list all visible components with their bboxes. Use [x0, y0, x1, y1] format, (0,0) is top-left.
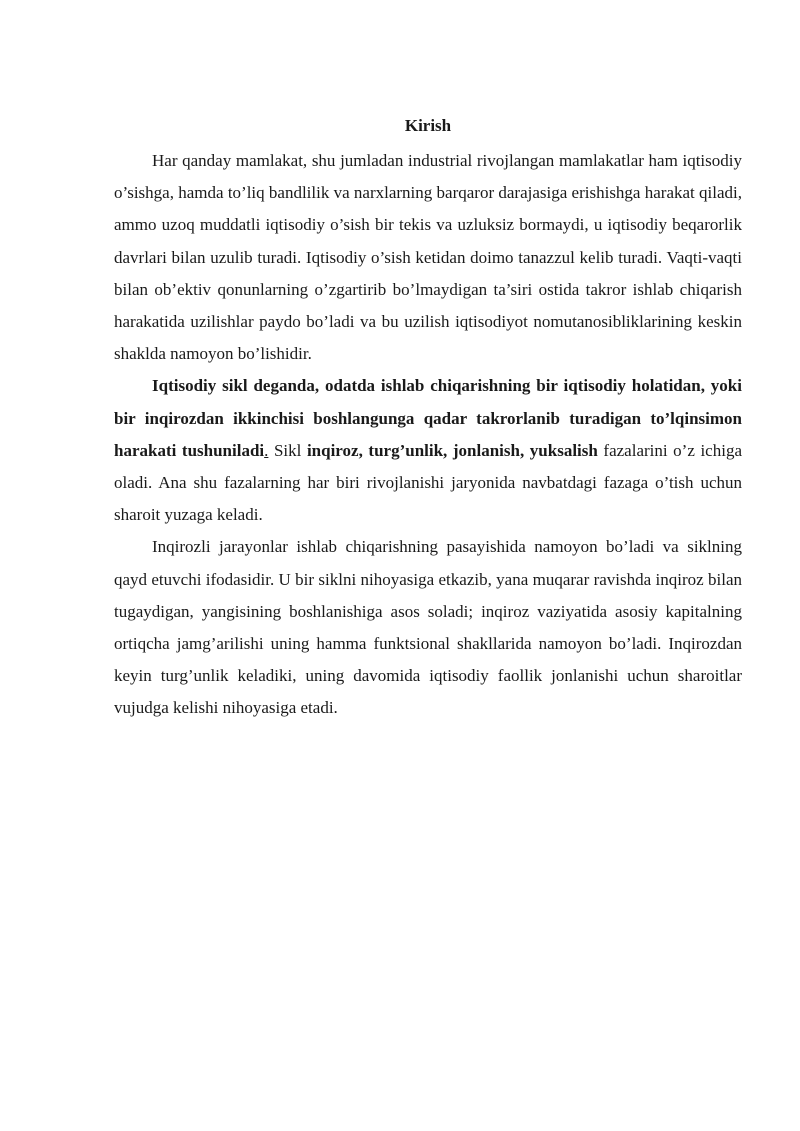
document-body	[114, 114, 742, 725]
section-title: Kirish	[404, 116, 452, 135]
cycle-definition: Iqtisodiy sikl deganda, odatda ishlab chiqarishning bir iqtisodiy holatidan, yoki bir inqirozdan ikkinchisi boshlangunga qadar takrorlanib turadigan to’lqinsimon harakati tushuniladi	[114, 376, 742, 460]
paragraph-2-rest: fazalarini o’z ichiga oladi. Ana shu fazalarning har biri rivojlanishi jaryonida navbatdagi fazaga o’tish uchun sharoit yuzaga keladi.	[114, 440, 742, 525]
cycle-phases: inqiroz, turg’unlik, jonlanish, yuksalish	[306, 440, 598, 460]
paragraph-1: Har qanday mamlakat, shu jumladan industrial rivojlangan mamlakatlar ham iqtisodiy o’sishga, hamda to’liq bandlilik va narxlarning barqaror darajasiga erishishga harakat qiladi, ammo uzoq muddatli iqtisodiy o’sish bir tekis va uzluksiz bormaydi, u iqtisodiy beqarorlik davrlari bilan uzulib turadi. Iqtisodiy o’sish ketidan doimo tanazzul kelib turadi. Vaqti-vaqti bilan ob’ektiv qonunlarning o’zgartirib bo’lmaydigan ta’siri ostida takror ishlab chiqarish harakatida uzilishlar paydo bo’ladi va bu uzilish iqtisodiyot nomutanosibliklarining keskin shaklda namoyon bo’lishidir.	[114, 151, 742, 364]
sikl-word: Sikl	[268, 440, 307, 460]
definition-period: .	[264, 440, 269, 460]
paragraph-2	[114, 370, 742, 531]
paragraph-3: Inqirozli jarayonlar ishlab chiqarishning pasayishida namoyon bo’ladi va siklning qayd etuvchi ifodasidir. U bir siklni nihoyasiga etkazib, yana muqarar ravishda inqiroz bilan tugaydigan, yangisining boshlanishiga asos soladi; inqiroz vaziyatida asosiy kapitalning ortiqcha jamg’arilishi uning hamma funktsional shakllarida namoyon bo’ladi. Inqirozdan keyin turg’unlik keladiki, uning davomida iqtisodiy faollik jonlanishi uchun sharoitlar vujudga kelishi nihoyasiga etadi.	[114, 537, 742, 718]
